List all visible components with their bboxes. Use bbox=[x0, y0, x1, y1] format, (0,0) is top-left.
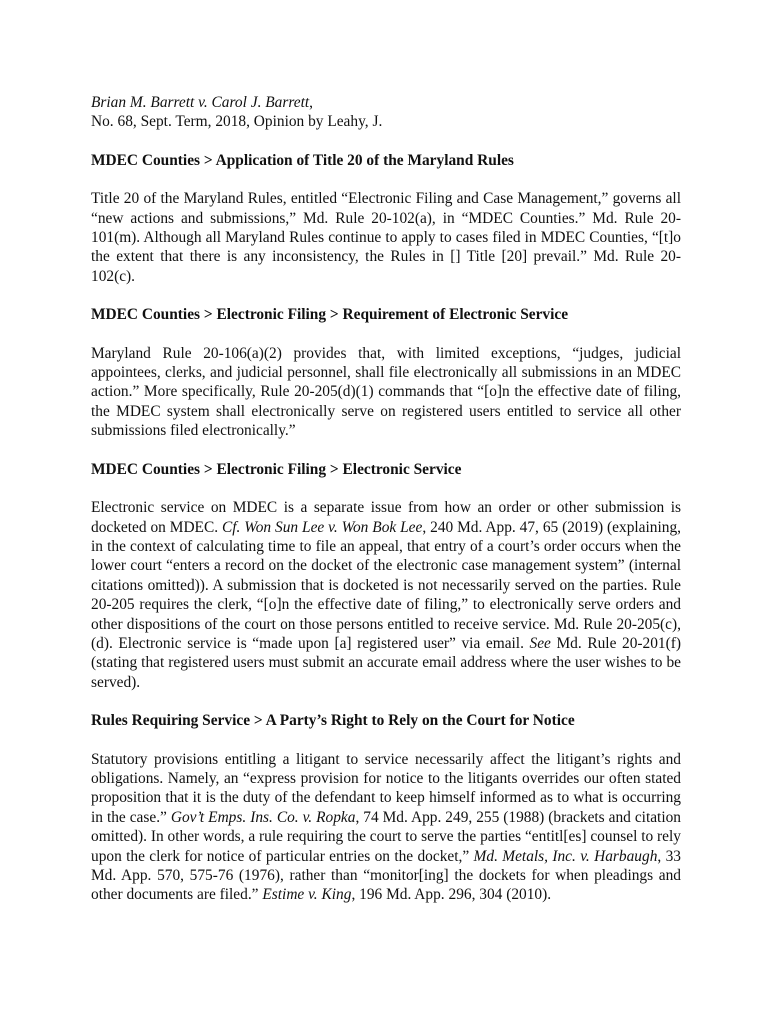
section-heading-electronic-service: MDEC Counties > Electronic Filing > Electronic Service bbox=[91, 460, 462, 478]
case-citation-italic: Gov’t Emps. Ins. Co. v. Ropka bbox=[170, 808, 356, 826]
section-body-electronic-service bbox=[91, 498, 681, 692]
section-body-requirement-of-service bbox=[91, 344, 681, 441]
case-caption bbox=[91, 93, 681, 132]
signal-italic: See bbox=[529, 634, 551, 652]
case-citation-italic: Md. Metals, Inc. v. Harbaugh bbox=[473, 847, 658, 865]
case-citation-line: No. 68, Sept. Term, 2018, Opinion by Leahy, J. bbox=[91, 113, 383, 131]
section-heading-right-to-rely: Rules Requiring Service > A Party’s Right to Rely on the Court for Notice bbox=[91, 712, 575, 730]
body-text: Maryland Rule 20-106(a)(2) provides that, with limited exceptions, “judges, judicial appointees, clerks, and judicial personnel, shall file electronically all submissions in an MDEC action.” More specifically, Rule 20-205(d)(1) commands that “[o]n the effective date of filing, the MDEC system shall electronically serve on registered users entitled to service all other submissions filed electronically.” bbox=[91, 344, 681, 440]
body-text: , 240 Md. App. 47, 65 (2019) (explaining, in the context of calculating time to file an appeal, that entry of a court’s order occurs when the lower court “enters a record on the docket of the electronic case management system” (internal citations omitted)). A submission that is docketed is not necessarily served on the parties. Rule 20-205 requires the clerk, “[o]n the effective date of filing,” to electronically serve orders and other dispositions of the court on those persons entitled to receive service. Md. Rule 20-205(c), (d). Electronic service is “made upon [a] registered user” via email. bbox=[91, 518, 681, 652]
body-text: Statutory provisions entitling a litigant to service necessarily affect the litigant’s rights and obligations. Namely, an “express provision for notice to the litigants overrides our often stated proposition that it is the duty of the defendant to keep himself informed as to what is occurring in the case.” bbox=[91, 750, 681, 826]
section-body-right-to-rely bbox=[91, 750, 681, 905]
case-name-suffix: , bbox=[309, 94, 314, 111]
section-heading-title-20: MDEC Counties > Application of Title 20 of the Maryland Rules bbox=[91, 151, 514, 169]
section-body-title-20 bbox=[91, 189, 681, 286]
body-text: , 196 Md. App. 296, 304 (2010). bbox=[351, 886, 552, 904]
body-text: Title 20 of the Maryland Rules, entitled “Electronic Filing and Case Management,” governs all “new actions and submissions,” Md. Rule 20-102(a), in “MDEC Counties.” Md. Rule 20-101(m). Although all Maryland Rules continue to apply to cases filed in MDEC Counties, “[t]o the extent that there is any inconsistency, the Rules in [] Title [20] prevail.” Md. Rule 20-102(c). bbox=[91, 190, 681, 285]
case-citation-italic: Estime v. King bbox=[262, 886, 352, 904]
case-name-line bbox=[91, 93, 681, 112]
case-name: Brian M. Barrett v. Carol J. Barrett bbox=[91, 94, 310, 111]
opinion-headnote-page bbox=[91, 93, 681, 924]
body-text: , 74 Md. App. 249, 255 (1988) (brackets and citation omitted). In other words, a rule requiring the court to serve the parties “entitl[es] counsel to rely upon the clerk for notice of particular entries on the docket,” bbox=[91, 808, 681, 865]
section-heading-requirement-of-service: MDEC Counties > Electronic Filing > Requirement of Electronic Service bbox=[91, 306, 569, 324]
body-text: , 33 Md. App. 570, 575-76 (1976), rather than “monitor[ing] the dockets for when pleadings and other documents are filed.” bbox=[91, 847, 682, 904]
body-text: Md. Rule 20-201(f) (stating that registered users must submit an accurate email address where the user wishes to be served). bbox=[91, 634, 681, 691]
case-citation-italic: Cf. Won Sun Lee v. Won Bok Lee bbox=[222, 518, 423, 536]
body-text: Electronic service on MDEC is a separate issue from how an order or other submission is docketed on MDEC. bbox=[91, 499, 681, 536]
